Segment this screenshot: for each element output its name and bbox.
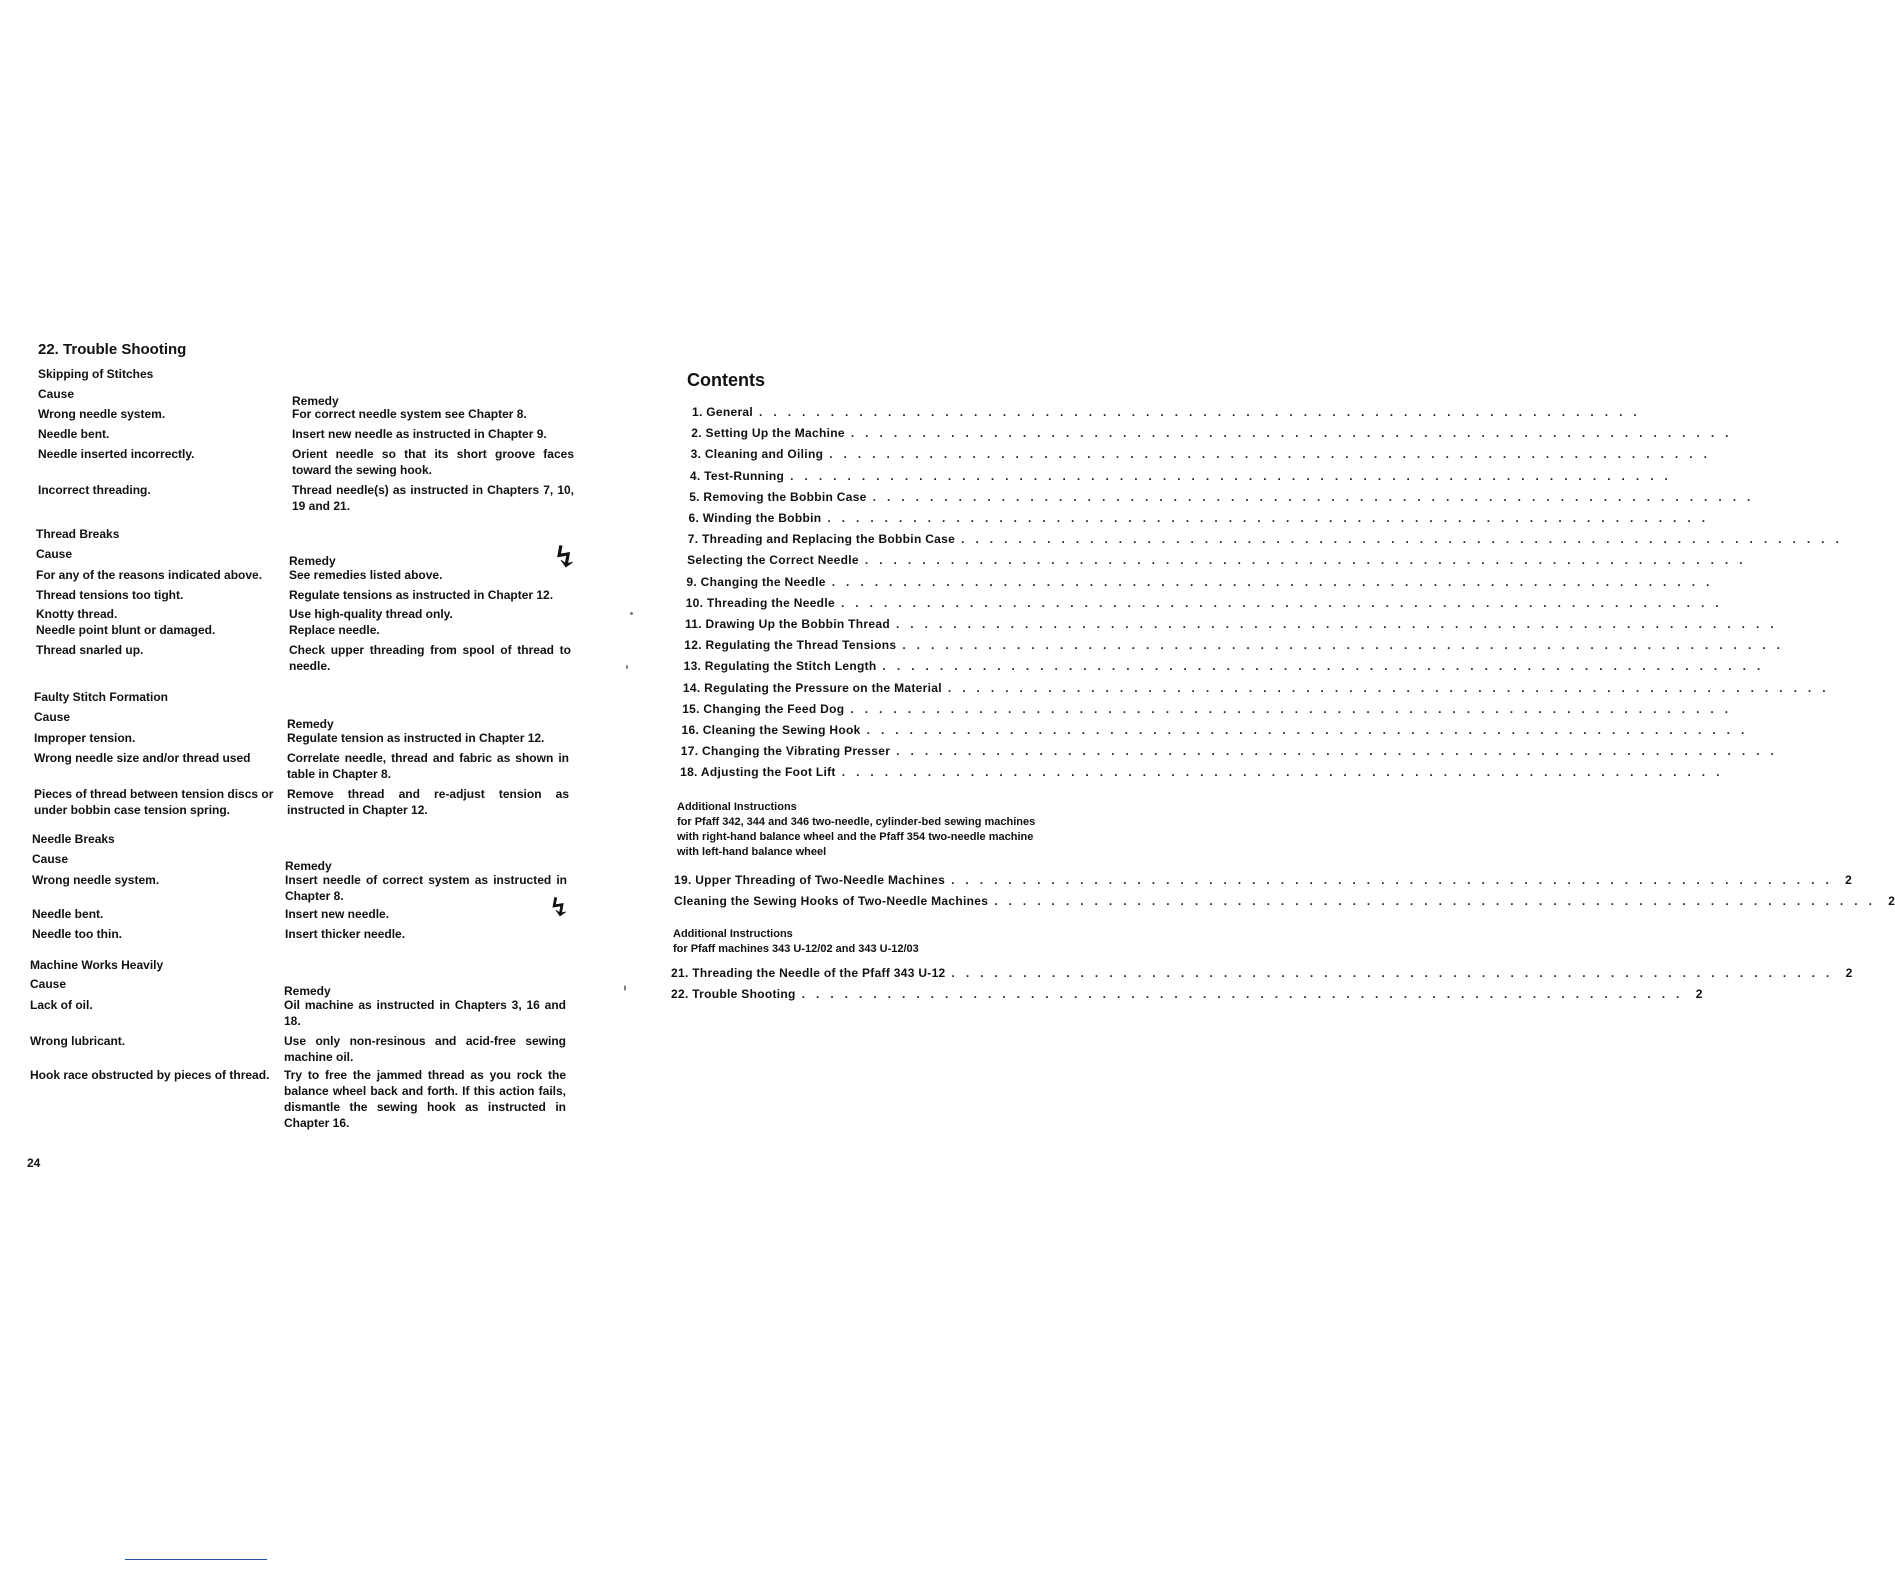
cause-text: Needle inserted incorrectly. (38, 447, 195, 461)
section-heading: Skipping of Stitches (38, 367, 154, 381)
toc-item[interactable] (687, 532, 1850, 550)
remedy-text: Use high-quality thread only. (289, 607, 453, 621)
remedy-text: See remedies listed above. (289, 568, 443, 582)
toc-leader-dots: .............................................................. (801, 987, 1691, 1001)
additional-instructions-2 (673, 927, 919, 957)
toc-item-label: 3. Cleaning and Oiling (690, 447, 824, 462)
toc-item-label: 4. Test-Running (689, 468, 785, 483)
toc-item[interactable] (692, 405, 1648, 423)
toc-item[interactable] (686, 574, 1721, 593)
cause-text: Lack of oil. (30, 998, 93, 1012)
toc-leader-dots: .............................................................. (951, 966, 1841, 980)
remedy-text: Oil machine as instructed in Chapters 3, 16 and 18. (284, 998, 566, 1028)
cause-text: Improper tension. (34, 731, 136, 745)
cause-text: Wrong needle system. (38, 407, 166, 421)
toc-item[interactable] (680, 765, 1731, 783)
chapter-title: 22. Trouble Shooting (38, 341, 187, 358)
toc-leader-dots: .............................................................. (840, 595, 1730, 610)
toc-item[interactable] (671, 966, 1853, 984)
cause-label: Cause (38, 387, 75, 401)
toc-leader-dots: .............................................................. (895, 617, 1785, 631)
toc-item-page: 2 (1888, 894, 1895, 908)
toc-leader-dots: .............................................................. (994, 894, 1883, 908)
cause-text: For any of the reasons indicated above. (36, 568, 263, 582)
cause-text: Pieces of thread between tension discs or under bobbin case tension spring. (34, 787, 274, 817)
blue-rule (125, 1559, 267, 1560)
toc-item-label: 5. Removing the Bobbin Case (689, 489, 867, 504)
cause-text: Incorrect threading. (38, 483, 151, 497)
toc-leader-dots: .............................................................. (902, 638, 1792, 653)
toc-item-label: 10. Threading the Needle (685, 595, 835, 610)
toc-item-label: 16. Cleaning the Sewing Hook (681, 723, 861, 737)
remedy-text: Check upper threading from spool of thread to needle. (289, 643, 571, 673)
toc-item-label: 19. Upper Threading of Two-Needle Machines (674, 873, 946, 887)
toc-item-page: 2 (1695, 987, 1703, 1001)
toc-leader-dots: .............................................................. (841, 765, 1731, 780)
handwritten-mark-icon: ↯ (548, 893, 571, 923)
remedy-text: Insert new needle. (285, 907, 390, 921)
toc-item[interactable] (690, 447, 1718, 465)
cause-text: Wrong lubricant. (30, 1034, 126, 1048)
additional-instructions-line: for Pfaff 342, 344 and 346 two-needle, cylinder-bed sewing machines (677, 816, 1036, 828)
remedy-label: Remedy (289, 554, 336, 568)
cause-text: Thread snarled up. (36, 643, 144, 657)
toc-item[interactable] (682, 701, 1740, 720)
toc-leader-dots: .............................................................. (759, 405, 1648, 419)
cause-label: Cause (30, 977, 67, 991)
toc-leader-dots: .............................................................. (961, 532, 1850, 547)
scan-speck (630, 612, 633, 615)
remedy-text: Insert needle of correct system as instructed in Chapter 8. (285, 873, 567, 903)
toc-leader-dots: .............................................................. (827, 511, 1717, 525)
toc-item-page: 2 (1845, 873, 1852, 887)
toc-item-label: 2. Setting Up the Machine (691, 426, 845, 441)
contents-title: Contents (687, 370, 765, 390)
toc-item[interactable] (684, 638, 1792, 656)
cause-text: Wrong needle system. (32, 873, 160, 887)
toc-item[interactable] (685, 595, 1730, 614)
section-heading: Machine Works Heavily (30, 958, 164, 972)
toc-item-label: 17. Changing the Vibrating Presser (680, 744, 891, 759)
toc-item-label: 1. General (692, 405, 754, 419)
toc-item-label: 11. Drawing Up the Bobbin Thread (685, 617, 890, 631)
toc-item[interactable] (671, 987, 1703, 1005)
remedy-text: Regulate tensions as instructed in Chapter 12. (289, 588, 554, 602)
additional-instructions-line: with left-hand balance wheel (677, 846, 827, 858)
cause-text: Needle point blunt or damaged. (36, 623, 216, 637)
toc-item-label: 15. Changing the Feed Dog (682, 701, 845, 716)
toc-leader-dots: .............................................................. (850, 701, 1740, 716)
scan-speck (624, 985, 626, 991)
toc-item-label: 12. Regulating the Thread Tensions (684, 638, 897, 653)
cause-text: Needle too thin. (32, 927, 122, 941)
cause-text: Needle bent. (32, 907, 104, 921)
remedy-text: Use only non-resinous and acid-free sewing machine oil. (284, 1034, 566, 1064)
toc-item-label: 18. Adjusting the Foot Lift (680, 765, 836, 780)
toc-item[interactable] (687, 553, 1754, 571)
right-page (612, 0, 1895, 1584)
toc-item[interactable] (689, 468, 1679, 487)
section-heading: Thread Breaks (36, 527, 120, 541)
section-heading: Faulty Stitch Formation (34, 690, 169, 704)
remedy-text: Insert new needle as instructed in Chapter 9. (292, 427, 547, 441)
cause-label: Cause (32, 852, 69, 866)
toc-item[interactable] (680, 744, 1785, 762)
additional-instructions-line: with right-hand balance wheel and the Pfaff 354 two-needle machine (677, 831, 1034, 843)
toc-item-page: 2 (1845, 966, 1853, 980)
toc-leader-dots: .............................................................. (951, 873, 1840, 887)
toc-item-label: 6. Winding the Bobbin (688, 511, 822, 525)
toc-leader-dots: .............................................................. (831, 574, 1721, 589)
toc-leader-dots: .............................................................. (850, 426, 1740, 441)
cause-text: Wrong needle size and/or thread used (34, 751, 251, 765)
remedy-label: Remedy (287, 717, 334, 731)
toc-item[interactable] (688, 511, 1717, 529)
toc-leader-dots: .............................................................. (896, 744, 1785, 759)
handwritten-mark-icon: ↯ (552, 540, 578, 575)
remedy-text: Orient needle so that its short groove faces toward the sewing hook. (292, 447, 574, 477)
toc-item[interactable] (691, 426, 1740, 444)
toc-item[interactable] (674, 873, 1852, 891)
remedy-text: Replace needle. (289, 623, 380, 637)
toc-item[interactable] (681, 723, 1756, 741)
toc-item[interactable] (674, 894, 1895, 912)
toc-item-label: 7. Threading and Replacing the Bobbin Case (687, 532, 956, 547)
toc-item-label: 9. Changing the Needle (686, 574, 826, 589)
cause-label: Cause (34, 710, 71, 724)
toc-leader-dots: .............................................................. (866, 723, 1756, 737)
toc-item[interactable] (683, 659, 1772, 677)
remedy-text: Thread needle(s) as instructed in Chapters 7, 10, 19 and 21. (292, 483, 574, 513)
remedy-text: Remove thread and re-adjust tension as instructed in Chapter 12. (287, 787, 569, 817)
additional-instructions-1 (677, 800, 1035, 860)
cause-text: Needle bent. (38, 427, 110, 441)
remedy-text: Regulate tension as instructed in Chapter 12. (287, 731, 545, 745)
additional-instructions-heading: Additional Instructions (677, 801, 797, 813)
toc-item-label: 13. Regulating the Stitch Length (683, 659, 877, 674)
toc-leader-dots: .............................................................. (947, 680, 1837, 695)
toc-leader-dots: .............................................................. (790, 468, 1679, 483)
remedy-label: Remedy (292, 394, 339, 408)
left-page (0, 0, 612, 1584)
toc-item-label: 22. Trouble Shooting (671, 987, 796, 1001)
toc-item[interactable] (689, 489, 1762, 508)
toc-item[interactable] (682, 680, 1837, 699)
cause-text: Hook race obstructed by pieces of thread. (30, 1068, 270, 1082)
toc-item-label: 14. Regulating the Pressure on the Material (682, 680, 942, 695)
cause-text: Knotty thread. (36, 607, 118, 621)
toc-leader-dots: .............................................................. (882, 659, 1772, 674)
remedy-text: Correlate needle, thread and fabric as shown in table in Chapter 8. (287, 751, 569, 781)
scan-speck (626, 665, 628, 669)
toc-item-label: 21. Threading the Needle of the Pfaff 343 U-12 (671, 966, 946, 980)
remedy-label: Remedy (284, 984, 331, 998)
remedy-label: Remedy (285, 859, 332, 873)
additional-instructions-heading: Additional Instructions (673, 928, 793, 940)
toc-item-label: Selecting the Correct Needle (687, 553, 859, 568)
toc-leader-dots: .............................................................. (872, 489, 1762, 504)
cause-label: Cause (36, 547, 73, 561)
remedy-text: Insert thicker needle. (285, 927, 406, 941)
section-heading: Needle Breaks (32, 832, 115, 846)
additional-instructions-line: for Pfaff machines 343 U-12/02 and 343 U-12/03 (673, 943, 919, 955)
toc-leader-dots: .............................................................. (829, 447, 1718, 462)
page-number: 24 (27, 1156, 41, 1170)
remedy-text: Try to free the jammed thread as you rock the balance wheel back and forth. If this action fails, dismantle the sewing hook as instructed in Chapter 16. (284, 1068, 566, 1130)
remedy-text: For correct needle system see Chapter 8. (292, 407, 527, 421)
cause-text: Thread tensions too tight. (36, 588, 184, 602)
toc-leader-dots: .............................................................. (864, 553, 1754, 568)
toc-item[interactable] (685, 617, 1785, 635)
toc-item-label: Cleaning the Sewing Hooks of Two-Needle Machines (674, 894, 989, 908)
